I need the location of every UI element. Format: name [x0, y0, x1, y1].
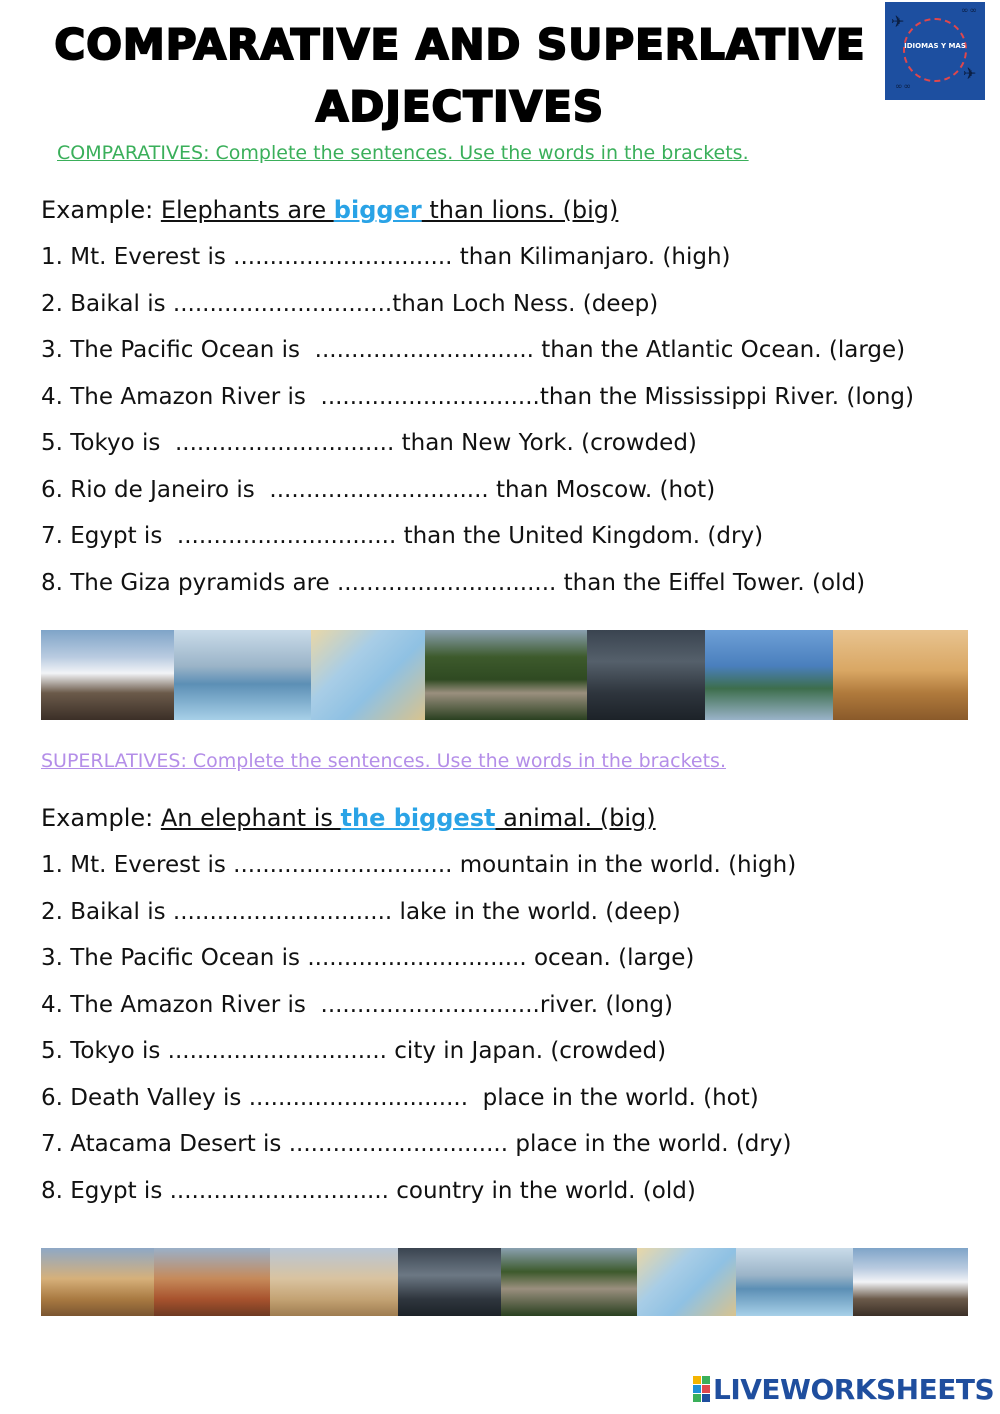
example-answer: bigger	[333, 196, 422, 224]
superlative-item-5[interactable]: 5. Tokyo is .............................. city in Japan. (crowded)	[41, 1038, 667, 1064]
death-valley-photo	[154, 1248, 270, 1316]
atacama-photo	[270, 1248, 398, 1316]
rio-photo	[705, 630, 833, 720]
city-photo	[587, 630, 705, 720]
title-line-2: ADJECTIVES	[315, 82, 605, 131]
superlatives-photo-strip	[41, 1248, 968, 1316]
superlative-item-7[interactable]: 7. Atacama Desert is .............................. place in the world. (dry)	[41, 1131, 792, 1157]
everest-photo	[853, 1248, 968, 1316]
decor-dots-icon: ∞∞	[961, 6, 978, 16]
frozen-lake-photo	[174, 630, 311, 720]
pyramids-photo	[41, 1248, 154, 1316]
pyramids-photo	[833, 630, 968, 720]
comparative-item-3[interactable]: 3. The Pacific Ocean is .............................. than the Atlantic Ocean. (large)	[41, 337, 906, 363]
superlative-item-2[interactable]: 2. Baikal is .............................. lake in the world. (deep)	[41, 899, 681, 925]
idiomas-logo	[885, 2, 985, 100]
superlative-item-8[interactable]: 8. Egypt is .............................. country in the world. (old)	[41, 1178, 696, 1204]
example-label: Example:	[41, 804, 161, 832]
comparative-item-1[interactable]: 1. Mt. Everest is .............................. than Kilimanjaro. (high)	[41, 244, 731, 270]
baikal-photo	[736, 1248, 853, 1316]
ocean-map-photo	[637, 1248, 736, 1316]
liveworksheets-footer	[693, 1374, 994, 1404]
tokyo-photo	[398, 1248, 501, 1316]
example-label: Example:	[41, 196, 161, 224]
superlatives-instruction: SUPERLATIVES: Complete the sentences. Use the words in the brackets.	[41, 750, 726, 772]
liveworksheets-logo-icon	[693, 1376, 709, 1402]
superlative-item-3[interactable]: 3. The Pacific Ocean is .............................. ocean. (large)	[41, 945, 695, 971]
superlative-item-1[interactable]: 1. Mt. Everest is .............................. mountain in the world. (high)	[41, 852, 797, 878]
worksheet-title	[40, 14, 880, 138]
comparatives-photo-strip	[41, 630, 968, 720]
logo-text: IDIOMAS Y MAS	[904, 42, 966, 50]
example-answer: the biggest	[340, 804, 496, 832]
airplane-icon: ✈	[891, 12, 905, 31]
title-line-1: COMPARATIVE AND SUPERLATIVE	[54, 20, 866, 69]
comparative-item-5[interactable]: 5. Tokyo is .............................. than New York. (crowded)	[41, 430, 697, 456]
superlative-item-6[interactable]: 6. Death Valley is .............................. place in the world. (hot)	[41, 1085, 759, 1111]
liveworksheets-brand: LIVEWORKSHEETS	[713, 1372, 995, 1406]
river-photo	[425, 630, 587, 720]
ocean-map-photo	[311, 630, 425, 720]
decor-dots-icon: ∞∞	[895, 82, 912, 92]
superlatives-example	[41, 804, 656, 832]
amazon-photo	[501, 1248, 637, 1316]
comparatives-example	[41, 196, 618, 224]
airplane-icon: ✈	[963, 64, 977, 83]
example-after: animal. (big)	[495, 804, 656, 832]
comparative-item-6[interactable]: 6. Rio de Janeiro is .............................. than Moscow. (hot)	[41, 477, 716, 503]
example-after: than lions. (big)	[421, 196, 619, 224]
comparative-item-4[interactable]: 4. The Amazon River is ..............................than the Mississippi River. (long)	[41, 384, 915, 410]
comparative-item-7[interactable]: 7. Egypt is .............................. than the United Kingdom. (dry)	[41, 523, 764, 549]
example-before: Elephants are	[160, 196, 334, 224]
comparative-item-8[interactable]: 8. The Giza pyramids are .............................. than the Eiffel Tower. (old)	[41, 570, 866, 596]
comparatives-instruction: COMPARATIVES: Complete the sentences. Use the words in the brackets.	[57, 142, 749, 164]
example-before: An elephant is	[160, 804, 341, 832]
superlative-item-4[interactable]: 4. The Amazon River is ..............................river. (long)	[41, 992, 673, 1018]
mountain-photo	[41, 630, 174, 720]
logo-ring	[903, 18, 967, 82]
comparative-item-2[interactable]: 2. Baikal is ..............................than Loch Ness. (deep)	[41, 291, 659, 317]
